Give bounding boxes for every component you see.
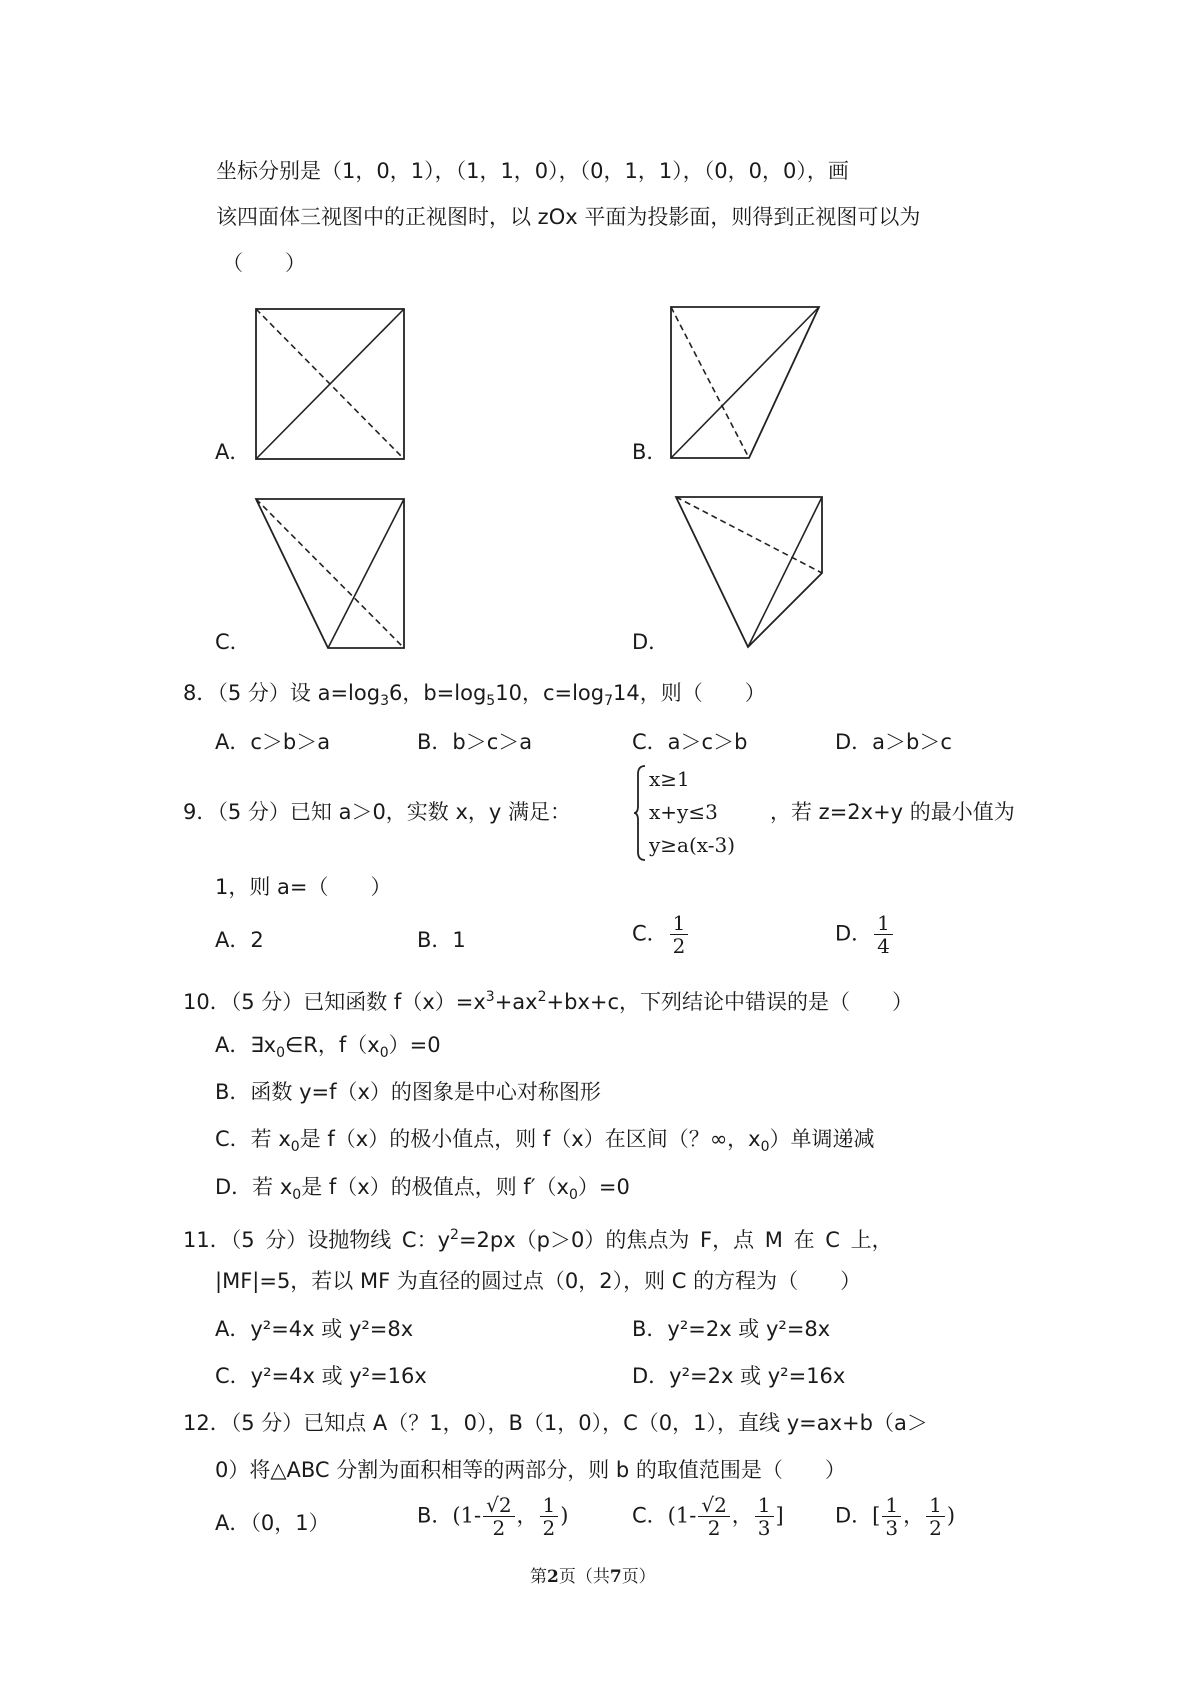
q12-option-a: A．（0，1） [215, 1511, 330, 1535]
q12-line1: 12．（5 分）已知点 A（？1，0），B（1，0），C（0，1），直线 y=ax+b（a＞ [183, 1411, 928, 1435]
q8-stem: 8．（5 分）设 $a=\log_36$，$b=\log_510$，$c=\log_714$，则（ ） [183, 681, 766, 710]
q8-option-a: A．c＞b＞a [215, 730, 331, 754]
q10-option-c: C．若 $x_0$是 f（x）的极小值点，则 f（x）在区间（？∞，$x_0$）单调递减 [215, 1127, 875, 1156]
q9-option-d: D． $\frac{1}{4}$ [835, 912, 895, 957]
q11-stem: 11．（5 分）设抛物线 C：$y^2=2px(p>0)$的焦点为 F，点 M 在 C 上， [183, 1227, 893, 1252]
q9-stem: 9．（5 分）已知 a＞0，实数 x，y 满足： [183, 800, 572, 824]
q12-option-d: D．[ $\frac{1}{3}$ ， $\frac{1}{2}$ ) [835, 1493, 956, 1540]
q11-option-a: A．y²=4x 或 y²=8x [215, 1317, 414, 1341]
q9-option-a: A．2 [215, 928, 264, 952]
q12-option-c: C．(1- $\frac{√2}{2}$ ， $\frac{1}{3}$ ] [632, 1493, 784, 1540]
figure-b [665, 303, 825, 463]
q10-option-d: D．若 $x_0$是 f（x）的极值点，则 $f'(x_0)=0$ [215, 1175, 630, 1204]
q7-line1: 坐标分别是（1，0，1），（1，1，0），（0，1，1），（0，0，0），画 [216, 159, 849, 183]
figure-c [250, 495, 410, 655]
q7-line3: （ ） [222, 251, 306, 275]
q9-line2: 1，则 a=（ ） [215, 875, 392, 899]
q7-line2: 该四面体三视图中的正视图时，以 zOx 平面为投影面，则得到正视图可以为 [216, 205, 921, 229]
q10-option-a: A．$\exists x_0\in R$，$f(x_0)=0$ [215, 1033, 441, 1062]
figure-a [250, 305, 410, 465]
label-a: A． [215, 440, 251, 464]
q10-option-b: B．函数 y=f（x）的图象是中心对称图形 [215, 1080, 601, 1104]
q9-system-row-3: y≥a(x-3) [649, 833, 735, 857]
q9-system-brace [633, 764, 647, 867]
q8-option-b: B．b＞c＞a [417, 730, 533, 754]
q12-option-b: B．(1- $\frac{√2}{2}$ ， $\frac{1}{2}$ ) [417, 1493, 569, 1540]
label-b: B． [632, 440, 668, 464]
q9-stem-suffix: ，若 z=2x+y 的最小值为 [770, 800, 1015, 824]
q8-option-c: C．a＞c＞b [632, 730, 748, 754]
figure-d [670, 493, 830, 653]
label-c: C． [215, 630, 251, 654]
q11-option-d: D．y²=2x 或 y²=16x [632, 1364, 846, 1388]
q9-system-row-2: x+y≤3 [649, 800, 718, 824]
q9-system-row-1: x≥1 [649, 767, 690, 791]
page-footer: 第2页（共7页） [530, 1567, 656, 1587]
q8-option-d: D．a＞b＞c [835, 730, 952, 754]
q10-stem: 10．（5 分）已知函数 $f(x)=x^3+ax^2+bx+c$，下列结论中错误的是（ ） [183, 989, 914, 1014]
q11-option-b: B．y²=2x 或 y²=8x [632, 1317, 831, 1341]
q12-line2: 0）将△ABC 分割为面积相等的两部分，则 b 的取值范围是（ ） [215, 1458, 846, 1482]
q11-line2: |MF|=5，若以 MF 为直径的圆过点（0，2），则 C 的方程为（ ） [215, 1269, 862, 1293]
label-d: D． [632, 630, 670, 654]
q11-option-c: C．y²=4x 或 y²=16x [215, 1364, 427, 1388]
q9-option-b: B．1 [417, 928, 466, 952]
q9-option-c: C． $\frac{1}{2}$ [632, 912, 690, 957]
